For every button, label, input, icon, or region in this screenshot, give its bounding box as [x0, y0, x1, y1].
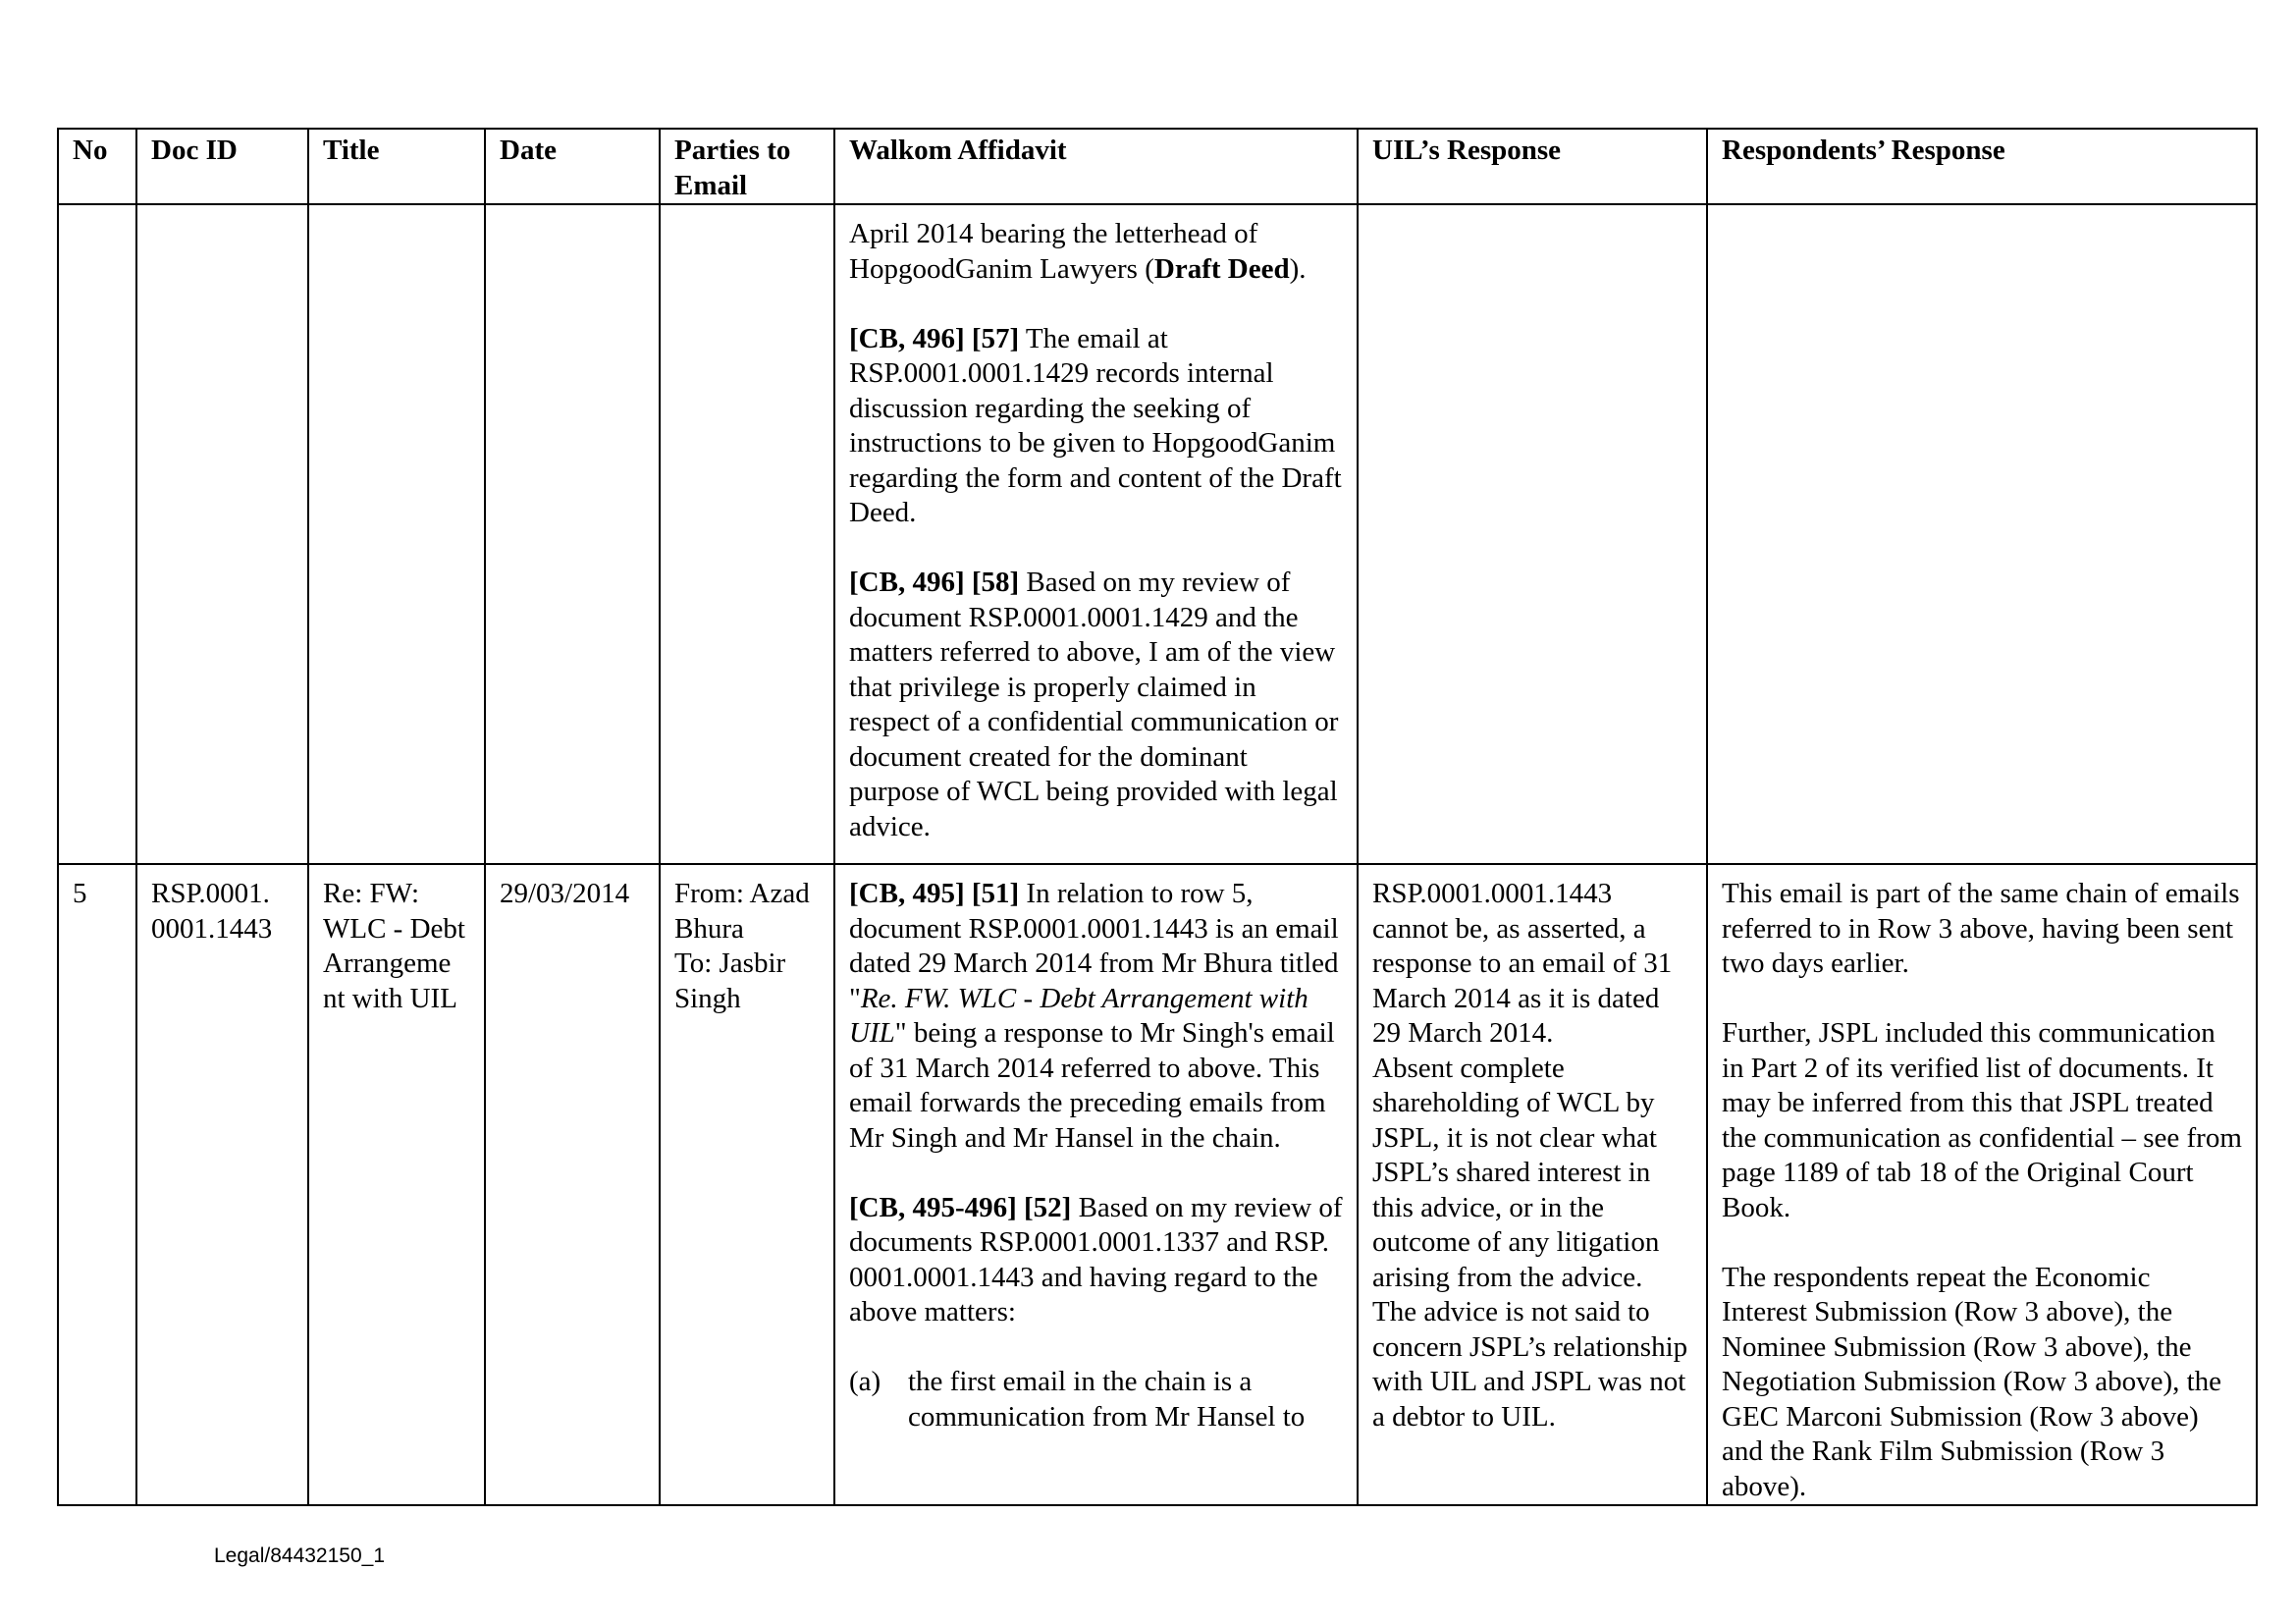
col-header-walkom-affidavit: Walkom Affidavit [834, 129, 1358, 204]
parties-to: To: Jasbir Singh [674, 947, 786, 1014]
col-header-parties: Parties to Email [660, 129, 834, 204]
cell-respondents-response [1707, 864, 2257, 1505]
text-run: In relation to row 5, document RSP.0001.0001.1443 is an email dated 29 March 2014 from Mr Bhura titled " [849, 878, 1339, 1014]
text-run: " being a response to Mr Singh's email of 31 March 2014 referred to above. This email forwards the preceding emails from Mr Singh and Mr Hansel in the chain. [849, 1017, 1335, 1154]
cell-parties [660, 864, 834, 1505]
list-item-text: the first email in the chain is a communication from Mr Hansel to [908, 1366, 1306, 1433]
text-run: ). [1289, 252, 1307, 285]
citation: [CB, 496] [58] [849, 567, 1020, 598]
citation: [CB, 496] [57] [849, 322, 1020, 354]
table-row-5 [58, 864, 2257, 1505]
cell-title: Re: FW: WLC - Debt Arrangeme nt with UIL [308, 864, 485, 1505]
cell-walkom-affidavit [834, 204, 1358, 864]
col-header-doc-id: Doc ID [136, 129, 308, 204]
list-item-label: (a) [849, 1366, 881, 1397]
cell-uil-response [1358, 204, 1707, 864]
cell-uil-response [1358, 864, 1707, 1505]
citation: [CB, 495-496] [52] [849, 1191, 1072, 1223]
col-header-no: No [58, 129, 136, 204]
citation: [CB, 495] [51] [849, 878, 1020, 909]
cell-respondents-response [1707, 204, 2257, 864]
text-run: April 2014 bearing the letterhead of HopgoodGanim Lawyers ( [849, 218, 1258, 285]
paragraph: The respondents repeat the Economic Interest Submission (Row 3 above), the Nominee Submission (Row 3 above), the Negotiation Submission (Row 3 above), the GEC Marconi Submission (Row 3 above) and the Rank Film Submission (Row 3 above). [1722, 1261, 2222, 1502]
paragraph: This email is part of the same chain of emails referred to in Row 3 above, having been sent two days earlier. [1722, 878, 2240, 979]
cell-no [58, 204, 136, 864]
paragraph [849, 217, 1343, 287]
cell-parties [660, 204, 834, 864]
email-title: Re. FW. WLC - Debt Arrangement with UIL [849, 982, 1308, 1049]
text-run: Based on my review of document RSP.0001.0001.1429 and the matters referred to above, I am of the view that privilege is properly claimed in respect of a confidential communication or document created for the dominant purpose of WCL being provided with legal advice. [849, 567, 1339, 842]
cell-doc-id [136, 204, 308, 864]
col-header-respondents-response: Respondents’ Response [1707, 129, 2257, 204]
paragraph [849, 566, 1343, 844]
paragraph: RSP.0001.0001.1443 cannot be, as asserted, a response to an email of 31 March 2014 as it is dated 29 March 2014. [1372, 878, 1673, 1049]
cell-title [308, 204, 485, 864]
document-reference: Legal/84432150_1 [214, 1544, 386, 1567]
cell-walkom-affidavit [834, 864, 1358, 1505]
text-run: Based on my review of documents RSP.0001.0001.1337 and RSP. 0001.0001.1443 and having regard to the above matters: [849, 1191, 1343, 1327]
defined-term: Draft Deed [1153, 252, 1290, 285]
header-row [58, 129, 2257, 204]
cell-no: 5 [58, 864, 136, 1505]
list-item [849, 1365, 1343, 1435]
paragraph [849, 322, 1343, 531]
paragraph [849, 877, 1343, 1156]
col-header-uil-response: UIL’s Response [1358, 129, 1707, 204]
text-run: The email at RSP.0001.0001.1429 records internal discussion regarding the seeking of instructions to be given to HopgoodGanim regarding the form and content of the Draft Deed. [849, 322, 1342, 528]
col-header-title: Title [308, 129, 485, 204]
table-row-continuation [58, 204, 2257, 864]
cell-doc-id: RSP.0001. 0001.1443 [136, 864, 308, 1505]
paragraph [849, 1191, 1343, 1330]
paragraph: Absent complete shareholding of WCL by JSPL, it is not clear what JSPL’s shared interest in this advice, or in the outcome of any litigation arising from the advice. The advice is not said to concern JSPL’s relationship with UIL and JSPL was not a debtor to UIL. [1372, 1052, 1688, 1433]
paragraph: Further, JSPL included this communication in Part 2 of its verified list of documents. It may be inferred from this that JSPL treated the communication as confidential – see from page 1189 of tab 18 of the Original Court Book. [1722, 1017, 2242, 1223]
col-header-date: Date [485, 129, 660, 204]
evidence-table [57, 128, 2258, 1506]
parties-from: From: Azad Bhura [674, 878, 810, 945]
cell-date [485, 204, 660, 864]
cell-date: 29/03/2014 [485, 864, 660, 1505]
